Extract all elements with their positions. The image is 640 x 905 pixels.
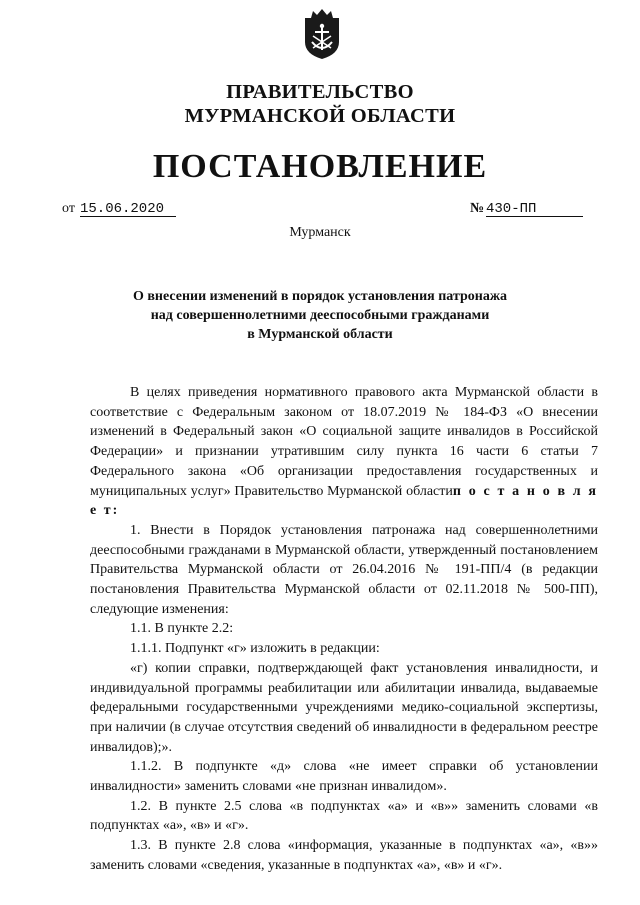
clause-1-2: 1.2. В пункте 2.5 слова «в подпунктах «а» и «в»» заменить словами «в подпунктах «а», «в» и «г».: [90, 798, 598, 834]
coat-of-arms-emblem: [303, 8, 341, 60]
number-label: №: [470, 201, 485, 216]
subject-line2: над совершеннолетними дееспособными гражданами: [150, 308, 490, 323]
clause-1-1-2: 1.1.2. В подпункте «д» слова «не имеет справки об установлении инвалидности» заменить словами «не признан инвалидом».: [90, 759, 598, 795]
document-subject: [100, 287, 540, 344]
date-label: от: [62, 201, 75, 216]
intro-text: В целях приведения нормативного правового акта Мурманской области в соответствие с Федеральным законом от 18.07.2019 № 184-ФЗ «О внесении изменений в Федеральный закон «О социальной защите инвалидов в Российской Федерации» и признании утратившим силу пункта 16 части 6 статьи 7 Федерального закона «Об организации предоставления государственных и муниципальных услуг» Правительство Мурманской области: [90, 385, 598, 499]
clause-1-1-1: 1.1.1. Подпункт «г» изложить в редакции:: [130, 641, 380, 657]
document-date: 15.06.2020: [80, 200, 176, 217]
clause-1-1: 1.1. В пункте 2.2:: [130, 621, 234, 637]
decree-word: п о с т а н о в л я е т:: [90, 483, 598, 519]
clause-1-3: 1.3. В пункте 2.8 слова «информация, указанные в подпунктах «а», «в»» заменить словами «сведения, указанные в подпунктах «а», «в» и «г».: [90, 838, 598, 873]
org-title-line2: МУРМАНСКОЙ ОБЛАСТИ: [184, 105, 456, 127]
subject-line1: О внесении изменений в порядок установления патронажа: [132, 289, 507, 304]
document-body: [90, 383, 598, 876]
quote-subpoint-g: «г) копии справки, подтверждающей факт установления инвалидности, и индивидуальной программы реабилитации или абилитации инвалида, выдаваемые федеральными государственными учреждениями медико-социальной экспертизы, при наличии (в случае отсутствия сведений об инвалидности в федеральном реестре инвалидов);».: [90, 660, 598, 755]
clause-1: 1. Внести в Порядок установления патронажа над совершеннолетними дееспособными гражданами в Мурманской области, утвержденный постановлением Правительства Мурманской области от 26.04.2016 № 191-ПП/4 (в редакции постановления Правительства Мурманской области от 02.11.2018 № 500-ПП), следующие изменения:: [90, 522, 598, 617]
org-title-line1: ПРАВИТЕЛЬСТВО: [226, 81, 414, 103]
document-type-title: ПОСТАНОВЛЕНИЕ: [152, 148, 488, 185]
intro-paragraph: [90, 383, 598, 521]
subject-line3: в Мурманской области: [247, 327, 393, 342]
city-name: Мурманск: [289, 225, 351, 240]
document-number: 430-ПП: [486, 200, 583, 217]
